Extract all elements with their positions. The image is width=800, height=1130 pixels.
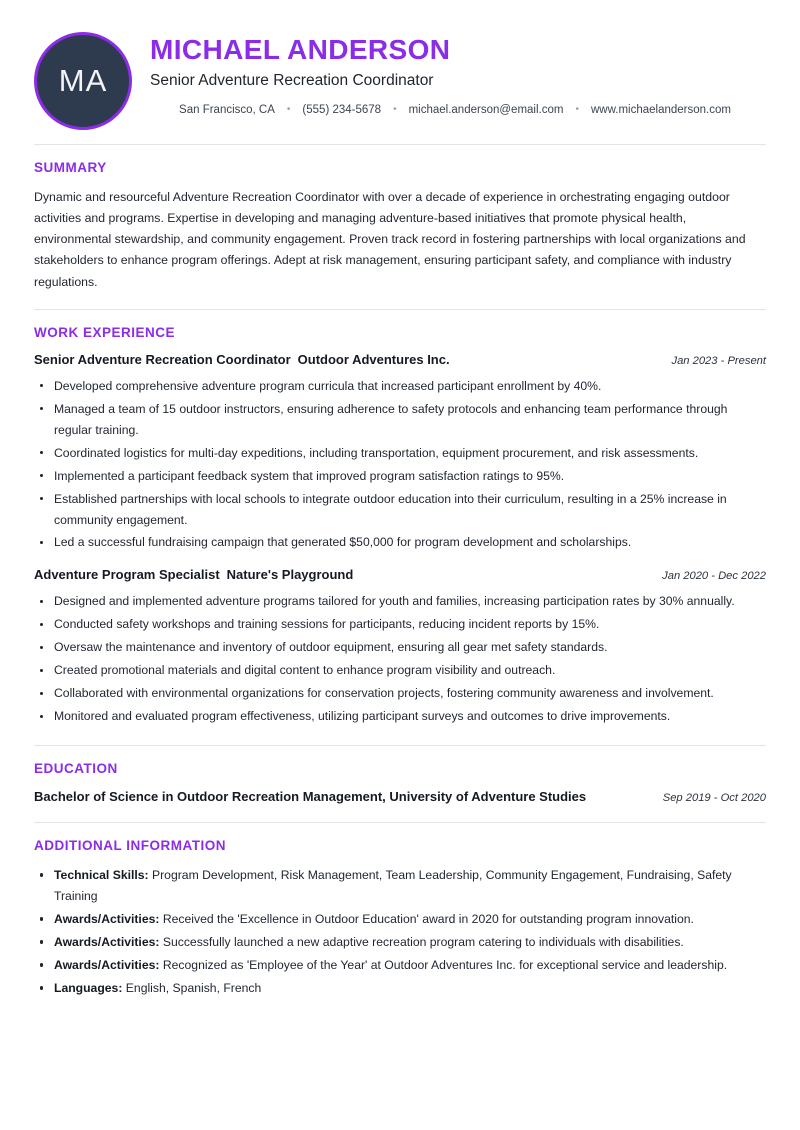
- additional-item-value: Program Development, Risk Management, Team Leadership, Community Engagement, Fundraising, Safety Training: [54, 867, 732, 903]
- contact-separator-icon: •: [393, 103, 397, 115]
- contact-separator-icon: •: [575, 103, 579, 115]
- education-date-range: Sep 2019 - Oct 2020: [662, 792, 766, 805]
- additional-item: [34, 932, 766, 953]
- additional-item: [34, 978, 766, 999]
- summary-body: [34, 187, 766, 309]
- experience-entry: [34, 352, 766, 554]
- experience-section: [34, 310, 766, 746]
- experience-entry-heading: [34, 352, 450, 369]
- experience-company: Outdoor Adventures Inc.: [297, 351, 450, 367]
- experience-bullet-list: [34, 591, 766, 727]
- summary-section-title: SUMMARY: [34, 160, 107, 175]
- additional-body: [34, 865, 766, 1017]
- experience-bullet-list: [34, 376, 766, 554]
- experience-bullet: Designed and implemented adventure programs tailored for youth and families, increasing participation rates by 30% annually.: [34, 591, 766, 612]
- experience-bullet: Collaborated with environmental organizations for conservation projects, fostering community awareness and involvement.: [34, 683, 766, 704]
- additional-item: [34, 955, 766, 976]
- summary-section: [34, 145, 766, 309]
- experience-bullet: Led a successful fundraising campaign that generated $50,000 for program development and scholarships.: [34, 532, 766, 553]
- education-section-title: EDUCATION: [34, 761, 118, 777]
- resume-header: [34, 30, 766, 144]
- experience-bullet: Coordinated logistics for multi-day expeditions, including transportation, equipment procurement, and risk assessments.: [34, 443, 766, 464]
- summary-text: Dynamic and resourceful Adventure Recreation Coordinator with over a decade of experience in orchestrating engaging outdoor activities and programs. Expertise in developing and managing adventure-based initiatives that promote physical health, environmental stewardship, and community engagement. Proven track record in fostering partnerships with local organizations and stakeholders to enhance program offerings. Adept at risk management, ensuring participant safety, and compliance with industry regulations.: [34, 190, 746, 289]
- additional-section: [34, 823, 766, 1017]
- contact-email[interactable]: michael.anderson@email.com: [408, 103, 564, 116]
- experience-date-range: Jan 2020 - Dec 2022: [662, 570, 766, 583]
- experience-role: Senior Adventure Recreation Coordinator: [34, 351, 291, 367]
- experience-bullet: Implemented a participant feedback system that improved program satisfaction ratings to 95%.: [34, 466, 766, 487]
- avatar-initials: MA: [58, 63, 108, 98]
- additional-list: [34, 865, 766, 999]
- experience-bullet: Oversaw the maintenance and inventory of outdoor equipment, ensuring all gear met safety standards.: [34, 637, 766, 658]
- candidate-name: MICHAEL ANDERSON: [150, 34, 451, 65]
- header-main: [150, 30, 766, 116]
- contact-phone[interactable]: (555) 234-5678: [302, 103, 382, 116]
- experience-bullet: Established partnerships with local schools to integrate outdoor education into their curriculum, resulting in a 25% increase in community engagement.: [34, 489, 766, 531]
- additional-item-value: Received the 'Excellence in Outdoor Education' award in 2020 for outstanding program innovation.: [159, 911, 694, 926]
- experience-bullet: Developed comprehensive adventure program curricula that increased participant enrollment by 40%.: [34, 376, 766, 397]
- education-section: [34, 746, 766, 822]
- education-entry: [34, 788, 766, 806]
- experience-entry-header: [34, 567, 766, 584]
- experience-entry-heading: [34, 567, 353, 584]
- additional-item-label: Awards/Activities:: [54, 957, 160, 972]
- experience-bullet: Conducted safety workshops and training sessions for participants, reducing incident reports by 15%.: [34, 614, 766, 635]
- contact-row: [150, 104, 766, 116]
- contact-website[interactable]: www.michaelanderson.com: [590, 103, 731, 116]
- additional-item-value: Recognized as 'Employee of the Year' at Outdoor Adventures Inc. for exceptional service and leadership.: [159, 957, 728, 972]
- additional-item-label: Technical Skills:: [54, 867, 149, 882]
- additional-item-label: Languages:: [54, 980, 123, 995]
- experience-bullet: Monitored and evaluated program effectiveness, utilizing participant surveys and outcomes to drive improvements.: [34, 706, 766, 727]
- experience-role: Adventure Program Specialist: [34, 567, 220, 583]
- experience-entry-header: [34, 352, 766, 369]
- additional-item-label: Awards/Activities:: [54, 911, 160, 926]
- contact-separator-icon: •: [286, 103, 291, 115]
- experience-company: Nature's Playground: [226, 567, 354, 583]
- experience-date-range: Jan 2023 - Present: [671, 354, 766, 367]
- avatar: [34, 32, 132, 130]
- education-body: [34, 788, 766, 822]
- additional-item-value: English, Spanish, French: [122, 980, 262, 995]
- experience-body: [34, 352, 766, 746]
- additional-item-value: Successfully launched a new adaptive recreation program catering to individuals with disabilities.: [159, 934, 684, 949]
- additional-item: [34, 865, 766, 907]
- contact-location: San Francisco, CA: [179, 103, 275, 116]
- experience-bullet: Created promotional materials and digital content to enhance program visibility and outreach.: [34, 660, 766, 681]
- candidate-job-title: Senior Adventure Recreation Coordinator: [150, 72, 434, 90]
- additional-item: [34, 909, 766, 930]
- additional-item-label: Awards/Activities:: [54, 934, 160, 949]
- experience-section-title: WORK EXPERIENCE: [34, 324, 176, 340]
- experience-bullet: Managed a team of 15 outdoor instructors, ensuring adherence to safety protocols and enhancing team performance through regular training.: [34, 399, 766, 441]
- education-degree: Bachelor of Science in Outdoor Recreation Management, University of Adventure Studies: [34, 789, 587, 805]
- additional-section-title: ADDITIONAL INFORMATION: [34, 837, 226, 853]
- experience-entry: [34, 567, 766, 727]
